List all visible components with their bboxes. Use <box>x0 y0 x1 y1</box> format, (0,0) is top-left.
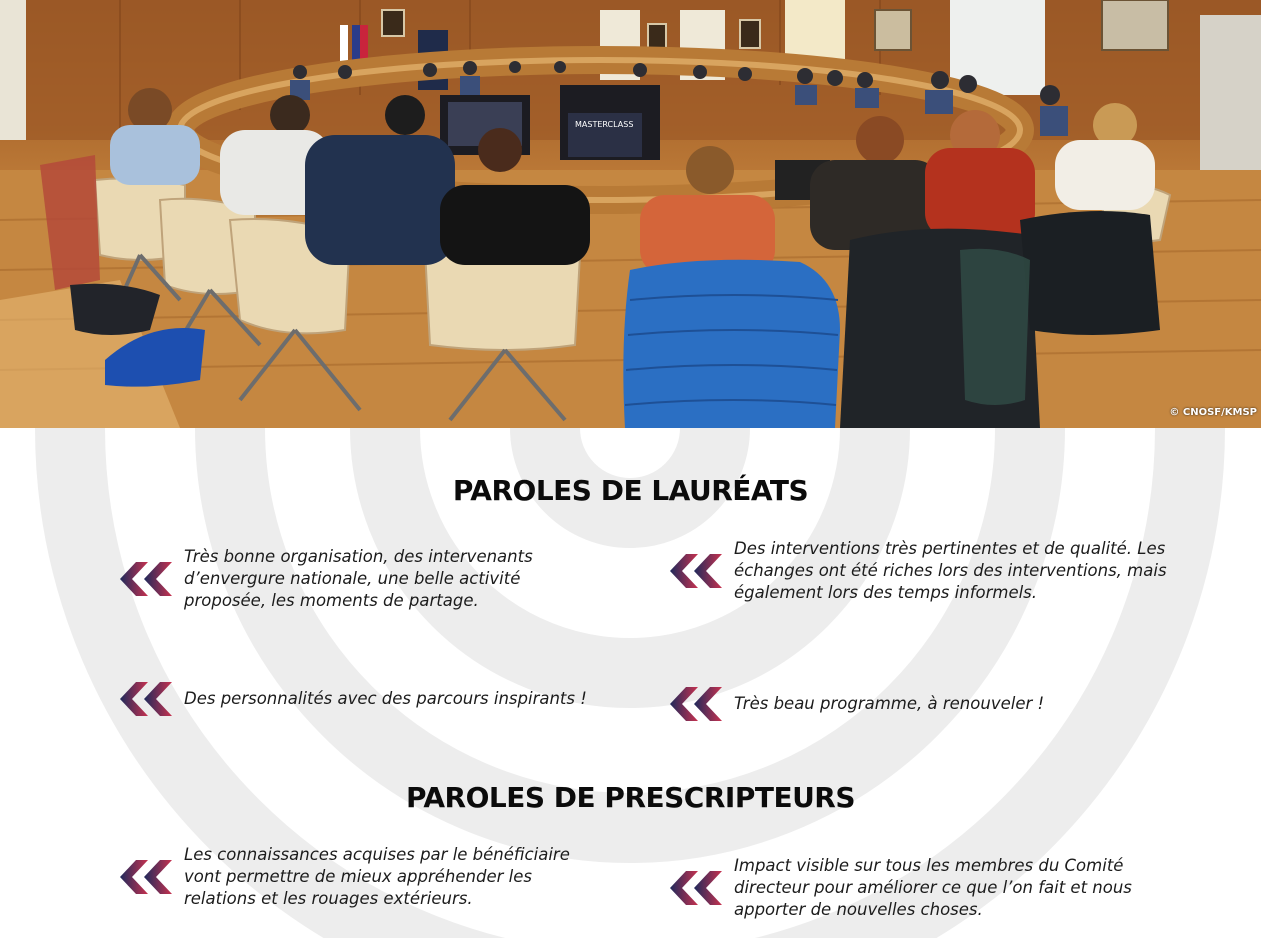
prescripteur-quote <box>668 855 1168 921</box>
window-left <box>0 0 26 140</box>
meeting-scene <box>0 0 1261 428</box>
blue-jacket-shape <box>623 260 840 428</box>
double-chevron-icon <box>118 560 176 598</box>
quote-text: Très beau programme, à renouveler ! <box>734 694 1045 713</box>
prescripteurs-heading: PAROLES DE PRESCRIPTEURS <box>405 781 856 814</box>
meeting-photo <box>0 0 1261 428</box>
double-chevron-icon <box>118 680 176 718</box>
quote-text: Les connaissances acquises par le bénéficiaire vont permettre de mieux appréhender les relations et les rouages extérieurs. <box>184 845 570 908</box>
laureats-heading: PAROLES DE LAURÉATS <box>452 474 809 507</box>
double-chevron-icon <box>668 869 726 907</box>
quote-text: Des personnalités avec des parcours inspirants ! <box>184 689 587 708</box>
laureat-quote <box>118 680 588 718</box>
quote-text: Des interventions très pertinentes et de qualité. Les échanges ont été riches lors des interventions, mais également lors des temps informels. <box>734 539 1167 602</box>
double-chevron-icon <box>668 685 726 723</box>
screen-text: MASTERCLASS <box>575 120 634 129</box>
laureat-quote <box>118 546 588 612</box>
testimonials-section <box>0 428 1261 938</box>
quote-text: Très bonne organisation, des intervenants d’envergure nationale, une belle activité proposée, les moments de partage. <box>184 547 533 610</box>
quote-text: Impact visible sur tous les membres du Comité directeur pour améliorer ce que l’on fait et nous apporter de nouvelles choses. <box>734 856 1132 919</box>
laureat-quote <box>668 685 1168 723</box>
laureat-quote <box>668 538 1168 604</box>
double-chevron-icon <box>118 858 176 896</box>
photo-credit: © CNOSF/KMSP <box>1169 407 1257 418</box>
prescripteur-quote <box>118 844 588 910</box>
double-chevron-icon <box>668 552 726 590</box>
